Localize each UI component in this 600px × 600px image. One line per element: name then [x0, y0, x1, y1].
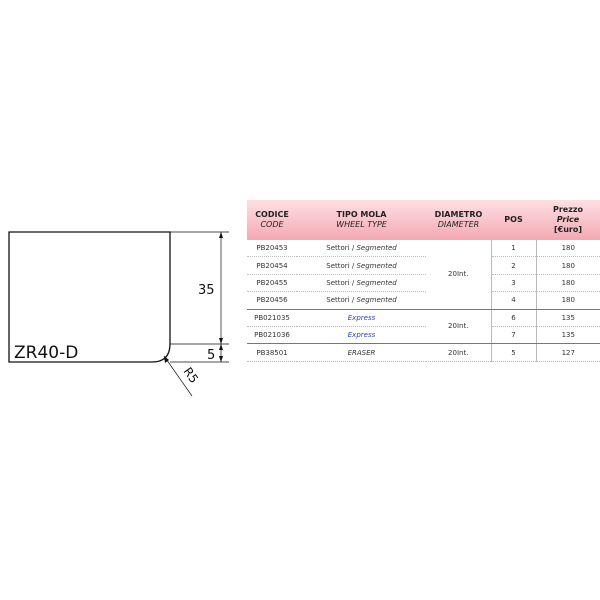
table-row: [247, 292, 600, 309]
cell-type-express: Express: [347, 313, 376, 322]
cell-type-it: Settori: [326, 261, 350, 270]
cell-type: [297, 344, 426, 361]
cell-price: 135: [536, 309, 600, 326]
header-type-it: TIPO MOLA: [336, 210, 387, 219]
header-code-it: CODICE: [255, 210, 289, 219]
cell-price: 135: [536, 326, 600, 343]
cell-code: PB20454: [247, 257, 297, 274]
header-price: [536, 200, 600, 240]
cell-code: PB20455: [247, 274, 297, 291]
table-row: [247, 326, 600, 343]
table-row: [247, 309, 600, 326]
cell-type-sep: /: [349, 296, 357, 305]
arrow-mid-up: [219, 338, 223, 344]
cell-code: PB021035: [247, 309, 297, 326]
table-row: [247, 344, 600, 361]
cell-code: PB021036: [247, 326, 297, 343]
cell-type: [297, 309, 426, 326]
cell-price: 180: [536, 257, 600, 274]
header-diameter: [426, 200, 491, 240]
header-pos: [491, 200, 536, 240]
cell-type: [297, 292, 426, 309]
price-table: [247, 200, 600, 362]
cell-price: 180: [536, 274, 600, 291]
table-header-row: [247, 200, 600, 240]
cell-price: 127: [536, 344, 600, 361]
header-code: [247, 200, 297, 240]
header-type-en: WHEEL TYPE: [336, 220, 387, 229]
header-diameter-en: DIAMETER: [437, 220, 480, 229]
cell-diameter-group-express: 20Int.: [426, 309, 491, 344]
cell-diameter: 20Int.: [426, 344, 491, 361]
cell-type-sep: /: [349, 244, 357, 253]
arrow-bottom: [219, 356, 223, 362]
cell-pos: 7: [491, 326, 536, 343]
cell-code: PB38501: [247, 344, 297, 361]
header-pos-label: POS: [504, 215, 523, 224]
header-type: [297, 200, 426, 240]
cell-type-express: Express: [347, 331, 376, 340]
header-diameter-it: DIAMETRO: [434, 210, 483, 219]
cell-type-en: Segmented: [356, 244, 397, 253]
cell-price: 180: [536, 240, 600, 257]
cell-type-en: Segmented: [356, 261, 397, 270]
cell-pos: 1: [491, 240, 536, 257]
cell-pos: 6: [491, 309, 536, 326]
cell-code: PB20456: [247, 292, 297, 309]
dim-base-label: 5: [207, 348, 216, 363]
table-row: [247, 240, 600, 257]
arrow-top: [219, 232, 223, 238]
header-code-en: CODE: [260, 220, 284, 229]
cell-price: 180: [536, 292, 600, 309]
cell-pos: 4: [491, 292, 536, 309]
table-row: [247, 257, 600, 274]
cell-pos: 5: [491, 344, 536, 361]
wheel-profile-drawing: [0, 0, 240, 420]
cell-type-sep: /: [349, 261, 357, 270]
cell-pos: 3: [491, 274, 536, 291]
cell-type-it: Settori: [326, 296, 350, 305]
header-price-en: Price: [556, 215, 580, 224]
cell-type-eraser: ERASER: [347, 348, 376, 357]
table-row: [247, 274, 600, 291]
cell-type-en: Segmented: [356, 296, 397, 305]
header-price-unit: [€uro]: [553, 225, 582, 234]
part-label: ZR40-D: [14, 343, 79, 363]
cell-pos: 2: [491, 257, 536, 274]
arrow-mid-down: [219, 344, 223, 350]
cell-diameter-group-segmented: 20Int.: [426, 240, 491, 309]
cell-type: [297, 274, 426, 291]
cell-type-sep: /: [349, 278, 357, 287]
cell-type-it: Settori: [326, 278, 350, 287]
cell-type: [297, 240, 426, 257]
dim-radius-label: R5: [180, 364, 202, 386]
cell-type: [297, 326, 426, 343]
cell-type-it: Settori: [326, 244, 350, 253]
header-price-it: Prezzo: [552, 205, 584, 214]
cell-type-en: Segmented: [356, 278, 397, 287]
cell-code: PB20453: [247, 240, 297, 257]
cell-type: [297, 257, 426, 274]
dim-height-label: 35: [198, 283, 215, 298]
